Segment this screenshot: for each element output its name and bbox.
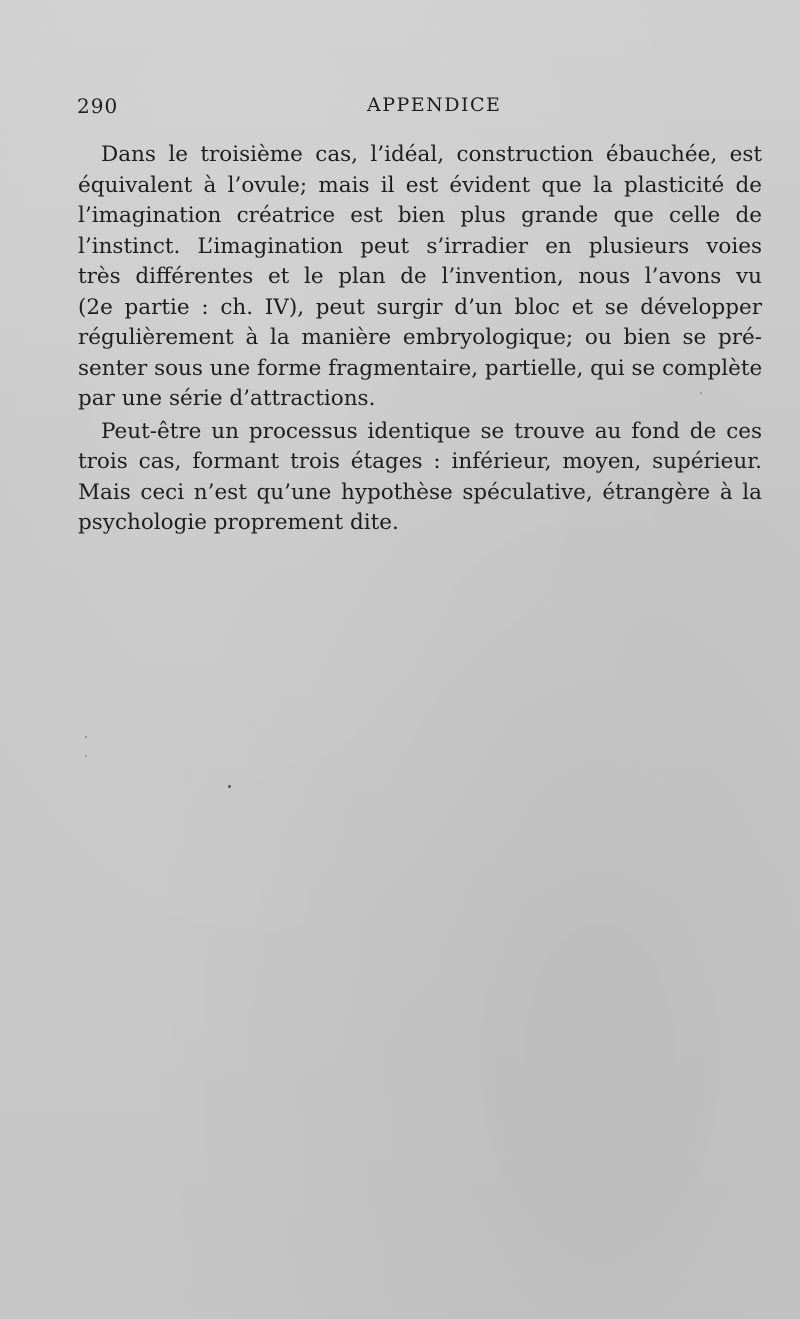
- text-line: régulièrement à la manière embryologique; ou bien se pré-: [78, 325, 762, 350]
- page-header: [0, 94, 800, 124]
- text-line: par une série d’attractions.: [78, 386, 376, 411]
- text-line: (2e partie : ch. IV), peut surgir d’un bloc et se développer: [78, 294, 762, 320]
- running-head: APPENDICE: [367, 94, 502, 116]
- text-line: l’imagination créatrice est bien plus grande que celle de: [78, 203, 762, 228]
- paper-speck: [85, 755, 87, 757]
- body-text: [78, 140, 762, 539]
- text-line: trois cas, formant trois étages : inférieur, moyen, supérieur.: [78, 449, 762, 474]
- text-line: équivalent à l’ovule; mais il est évident que la plasticité de: [78, 172, 762, 198]
- page-number: 290: [77, 94, 119, 118]
- text-line: très différentes et le plan de l’invention, nous l’avons vu: [78, 264, 762, 289]
- paper-speck: [85, 736, 87, 738]
- text-line: Peut-être un processus identique se trouve au fond de ces: [101, 418, 762, 444]
- text-line: senter sous une forme fragmentaire, partielle, qui se complète: [78, 355, 763, 381]
- text-line: l’instinct. L’imagination peut s’irradier en plusieurs voies: [78, 233, 762, 259]
- text-line: Dans le troisième cas, l’idéal, construction ébauchée, est: [101, 142, 762, 167]
- text-line: psychologie proprement dite.: [78, 510, 399, 535]
- paper-speck: [700, 392, 702, 394]
- paragraph: [78, 417, 762, 539]
- paper-speck: [228, 785, 231, 788]
- paragraph: [78, 140, 762, 415]
- text-line: Mais ceci n’est qu’une hypothèse spéculative, étrangère à la: [78, 479, 762, 505]
